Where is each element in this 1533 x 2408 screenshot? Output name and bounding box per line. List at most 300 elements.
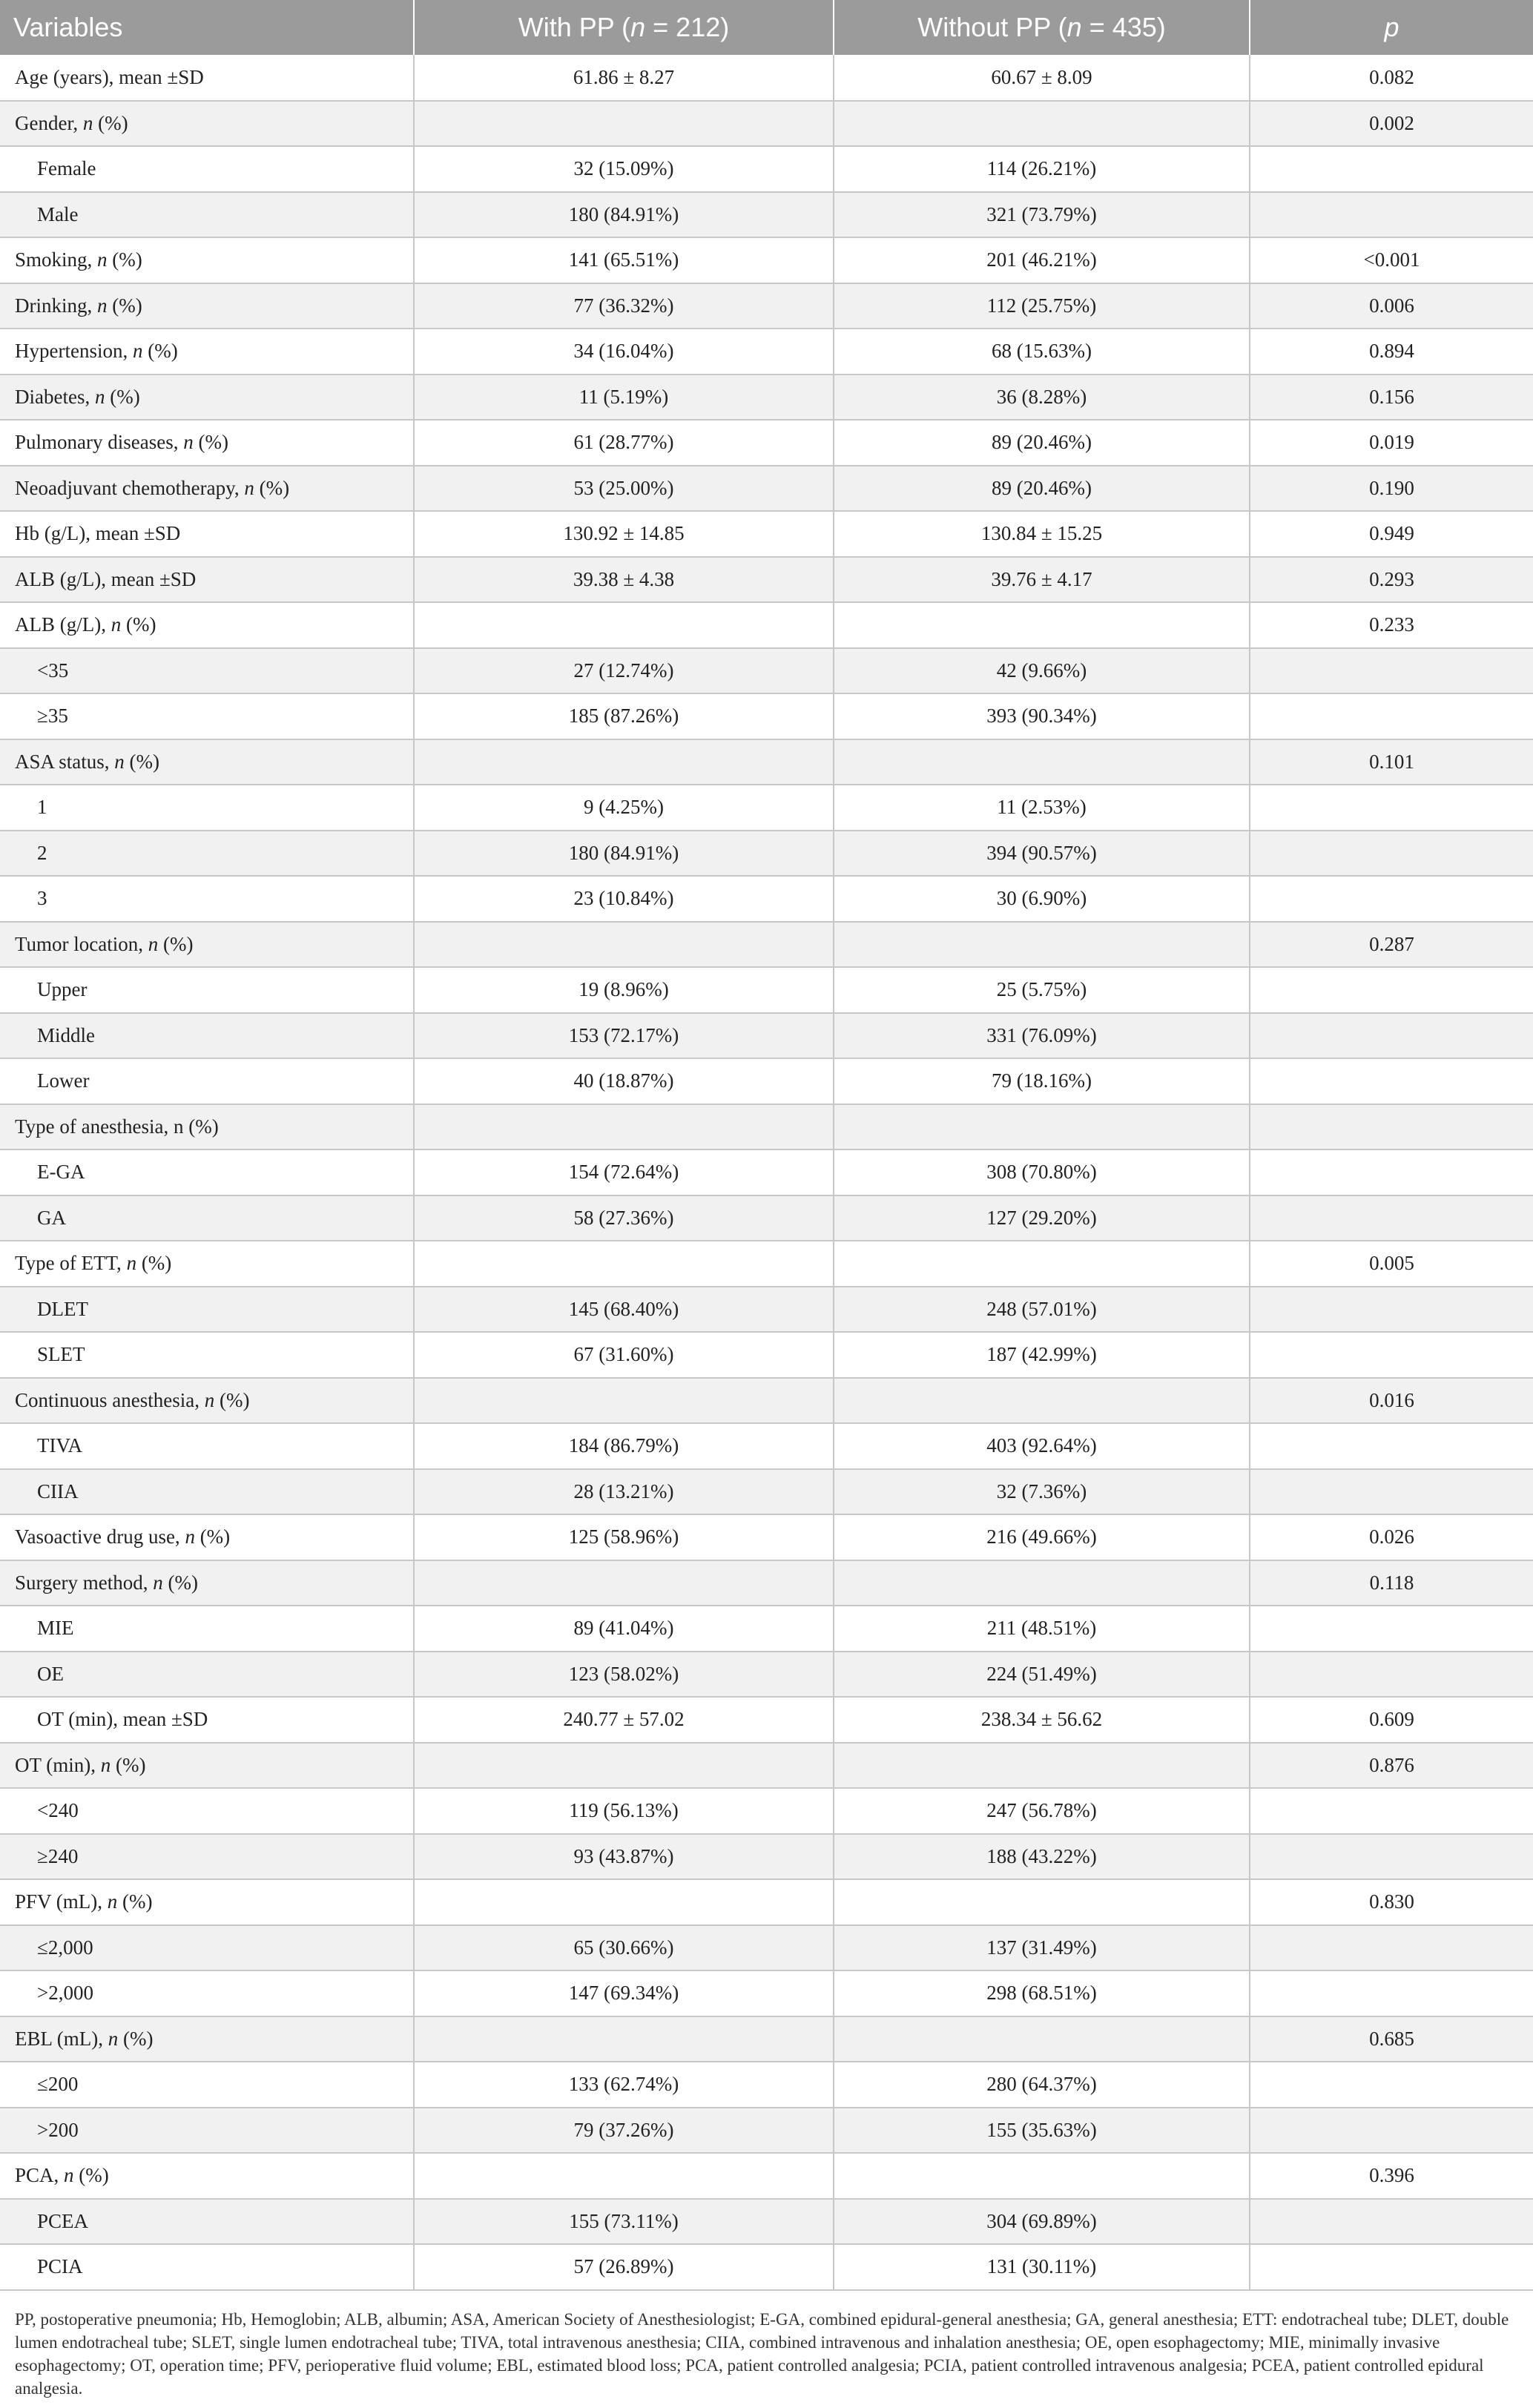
- variable-label: Type of ETT,: [15, 1252, 127, 1275]
- table-row: [0, 511, 1533, 557]
- variable-cell: [0, 329, 414, 375]
- header-with-pp: [414, 0, 834, 55]
- p-value-cell: 0.685: [1250, 2016, 1533, 2062]
- without-pp-cell: 238.34 ± 56.62: [834, 1697, 1250, 1743]
- table-row: [0, 1287, 1533, 1333]
- without-pp-cell: [834, 922, 1250, 968]
- variable-label: >200: [37, 2118, 79, 2141]
- variable-n-italic: n: [204, 1388, 215, 1411]
- with-pp-cell: 19 (8.96%): [414, 967, 834, 1013]
- p-value-cell: [1250, 831, 1533, 877]
- table-row: [0, 2108, 1533, 2154]
- variable-cell: [0, 831, 414, 877]
- p-value-cell: [1250, 1287, 1533, 1333]
- with-pp-cell: [414, 1743, 834, 1789]
- variable-n-italic: n: [148, 932, 159, 955]
- table-row: [0, 1241, 1533, 1287]
- variable-cell: [0, 1287, 414, 1333]
- table-row: [0, 831, 1533, 877]
- with-pp-cell: 39.38 ± 4.38: [414, 557, 834, 603]
- variable-label: Gender,: [15, 111, 83, 134]
- variable-label-tail: (%): [136, 1252, 172, 1275]
- p-value-cell: [1250, 146, 1533, 192]
- with-pp-cell: 240.77 ± 57.02: [414, 1697, 834, 1743]
- p-value-cell: 0.082: [1250, 55, 1533, 101]
- without-pp-cell: [834, 602, 1250, 648]
- variable-n-italic: n: [111, 613, 122, 636]
- without-pp-cell: 201 (46.21%): [834, 237, 1250, 283]
- variable-label: SLET: [37, 1343, 85, 1366]
- variable-cell: [0, 1970, 414, 2016]
- variable-label: CIIA: [37, 1480, 79, 1502]
- variable-label: PCEA: [37, 2209, 89, 2232]
- with-pp-cell: 53 (25.00%): [414, 466, 834, 512]
- variable-label-tail: (%): [254, 476, 290, 499]
- p-value-cell: [1250, 967, 1533, 1013]
- variable-label: Neoadjuvant chemotherapy,: [15, 476, 245, 499]
- variable-label-tail: (%): [111, 1753, 146, 1776]
- variable-n-italic: n: [244, 476, 254, 499]
- variable-label-tail: (%): [93, 111, 128, 134]
- variable-cell: [0, 1788, 414, 1834]
- variable-label: ≤200: [37, 2073, 79, 2096]
- without-pp-cell: 130.84 ± 15.25: [834, 511, 1250, 557]
- variable-label-tail: (%): [105, 385, 140, 408]
- variable-n-italic: n: [132, 340, 143, 363]
- variable-cell: [0, 876, 414, 922]
- p-value-cell: 0.006: [1250, 283, 1533, 329]
- with-pp-cell: 28 (13.21%): [414, 1469, 834, 1515]
- variable-label: 3: [37, 887, 47, 910]
- table-row: [0, 1378, 1533, 1424]
- variable-cell: [0, 1058, 414, 1104]
- with-pp-cell: [414, 739, 834, 785]
- variable-label-tail: (%): [162, 1571, 198, 1594]
- table-row: [0, 648, 1533, 694]
- with-pp-cell: 130.92 ± 14.85: [414, 511, 834, 557]
- p-value-cell: [1250, 1469, 1533, 1515]
- variable-cell: [0, 1697, 414, 1743]
- without-pp-cell: 36 (8.28%): [834, 375, 1250, 420]
- table-row: [0, 1332, 1533, 1378]
- with-pp-cell: 155 (73.11%): [414, 2199, 834, 2245]
- with-pp-cell: 184 (86.79%): [414, 1423, 834, 1469]
- with-pp-cell: 153 (72.17%): [414, 1013, 834, 1059]
- without-pp-cell: 247 (56.78%): [834, 1788, 1250, 1834]
- without-pp-cell: 331 (76.09%): [834, 1013, 1250, 1059]
- table-row: [0, 1013, 1533, 1059]
- with-pp-cell: 180 (84.91%): [414, 192, 834, 238]
- variable-label: <240: [37, 1799, 79, 1822]
- variable-cell: [0, 55, 414, 101]
- with-pp-cell: [414, 101, 834, 147]
- p-value-cell: [1250, 1788, 1533, 1834]
- table-row: [0, 967, 1533, 1013]
- p-value-cell: [1250, 192, 1533, 238]
- p-value-cell: 0.609: [1250, 1697, 1533, 1743]
- table-row: [0, 101, 1533, 147]
- p-value-cell: [1250, 2244, 1533, 2290]
- variable-label: PCIA: [37, 2255, 83, 2278]
- header-variables: Variables: [0, 0, 414, 55]
- variable-n-italic: n: [185, 1525, 195, 1548]
- variable-cell: [0, 1743, 414, 1789]
- variable-n-italic: n: [107, 1890, 118, 1913]
- table-row: [0, 1743, 1533, 1789]
- variable-n-italic: n: [126, 1252, 137, 1275]
- variable-cell: [0, 466, 414, 512]
- variable-label: Female: [37, 157, 96, 180]
- variable-cell: [0, 1423, 414, 1469]
- variable-label: OT (min), mean ±SD: [37, 1708, 208, 1731]
- with-pp-cell: [414, 602, 834, 648]
- variable-label: PFV (mL),: [15, 1890, 108, 1913]
- with-pp-cell: 125 (58.96%): [414, 1514, 834, 1560]
- table-row: [0, 375, 1533, 420]
- table-row: [0, 2244, 1533, 2290]
- with-pp-cell: [414, 2016, 834, 2062]
- without-pp-cell: 89 (20.46%): [834, 466, 1250, 512]
- variable-label: E-GA: [37, 1161, 85, 1184]
- without-pp-cell: [834, 2153, 1250, 2199]
- variable-cell: [0, 1469, 414, 1515]
- variable-label: 1: [37, 796, 47, 819]
- variable-cell: [0, 1332, 414, 1378]
- with-pp-cell: 147 (69.34%): [414, 1970, 834, 2016]
- table-row: [0, 1469, 1533, 1515]
- table-row: [0, 739, 1533, 785]
- variable-cell: [0, 739, 414, 785]
- header-with-pp-prefix: With PP (: [518, 12, 631, 42]
- variable-label: Surgery method,: [15, 1571, 154, 1594]
- with-pp-cell: 123 (58.02%): [414, 1652, 834, 1698]
- variable-label: Middle: [37, 1023, 95, 1046]
- p-value-cell: [1250, 1423, 1533, 1469]
- p-value-cell: [1250, 785, 1533, 831]
- table-row: [0, 602, 1533, 648]
- table-row: [0, 466, 1533, 512]
- without-pp-cell: 298 (68.51%): [834, 1970, 1250, 2016]
- without-pp-cell: 32 (7.36%): [834, 1469, 1250, 1515]
- variable-cell: [0, 967, 414, 1013]
- table-row: [0, 1149, 1533, 1195]
- p-value-cell: 0.894: [1250, 329, 1533, 375]
- with-pp-cell: 58 (27.36%): [414, 1195, 834, 1241]
- with-pp-cell: [414, 922, 834, 968]
- variable-cell: [0, 1013, 414, 1059]
- variable-cell: [0, 693, 414, 739]
- with-pp-cell: [414, 1104, 834, 1150]
- without-pp-cell: [834, 1879, 1250, 1925]
- variable-cell: [0, 2244, 414, 2290]
- without-pp-cell: 188 (43.22%): [834, 1834, 1250, 1880]
- variable-label: <35: [37, 659, 69, 682]
- variable-n-italic: n: [94, 385, 105, 408]
- table-row: [0, 1423, 1533, 1469]
- variable-cell: [0, 2108, 414, 2154]
- with-pp-cell: [414, 1879, 834, 1925]
- p-value-cell: 0.287: [1250, 922, 1533, 968]
- table-row: [0, 693, 1533, 739]
- p-value-cell: <0.001: [1250, 237, 1533, 283]
- p-value-cell: [1250, 648, 1533, 694]
- variable-label: ≤2,000: [37, 1936, 93, 1959]
- without-pp-cell: 216 (49.66%): [834, 1514, 1250, 1560]
- variable-cell: [0, 1195, 414, 1241]
- with-pp-cell: 180 (84.91%): [414, 831, 834, 877]
- without-pp-cell: 127 (29.20%): [834, 1195, 1250, 1241]
- without-pp-cell: [834, 739, 1250, 785]
- with-pp-cell: 57 (26.89%): [414, 2244, 834, 2290]
- variable-label: Lower: [37, 1069, 90, 1092]
- variable-cell: [0, 1149, 414, 1195]
- table-row: [0, 237, 1533, 283]
- header-p-label: p: [1384, 12, 1400, 42]
- table-row: [0, 329, 1533, 375]
- p-value-cell: [1250, 1606, 1533, 1652]
- p-value-cell: 0.830: [1250, 1879, 1533, 1925]
- without-pp-cell: [834, 1743, 1250, 1789]
- table-row: [0, 283, 1533, 329]
- with-pp-cell: 11 (5.19%): [414, 375, 834, 420]
- header-with-pp-suffix: = 212): [645, 12, 730, 42]
- with-pp-cell: 93 (43.87%): [414, 1834, 834, 1880]
- table-row: [0, 192, 1533, 238]
- p-value-cell: 0.156: [1250, 375, 1533, 420]
- with-pp-cell: 119 (56.13%): [414, 1788, 834, 1834]
- table-row: [0, 1879, 1533, 1925]
- variable-cell: [0, 1925, 414, 1971]
- with-pp-cell: [414, 2153, 834, 2199]
- p-value-cell: 0.019: [1250, 420, 1533, 466]
- with-pp-cell: 61 (28.77%): [414, 420, 834, 466]
- without-pp-cell: 25 (5.75%): [834, 967, 1250, 1013]
- with-pp-cell: 145 (68.40%): [414, 1287, 834, 1333]
- variable-label: OT (min),: [15, 1753, 101, 1776]
- variable-label: EBL (mL),: [15, 2027, 108, 2050]
- table-row: [0, 1970, 1533, 2016]
- variable-n-italic: n: [64, 2164, 74, 2187]
- table-row: [0, 1195, 1533, 1241]
- variable-n-italic: n: [82, 111, 93, 134]
- with-pp-cell: 32 (15.09%): [414, 146, 834, 192]
- variable-cell: [0, 1652, 414, 1698]
- variable-cell: [0, 101, 414, 147]
- with-pp-cell: 61.86 ± 8.27: [414, 55, 834, 101]
- with-pp-cell: 77 (36.32%): [414, 283, 834, 329]
- p-value-cell: 0.002: [1250, 101, 1533, 147]
- variable-label: Smoking,: [15, 248, 98, 271]
- without-pp-cell: 30 (6.90%): [834, 876, 1250, 922]
- p-value-cell: [1250, 2199, 1533, 2245]
- table-row: [0, 1697, 1533, 1743]
- variable-label-tail: (%): [118, 2027, 154, 2050]
- table-row: [0, 1560, 1533, 1606]
- variable-cell: [0, 192, 414, 238]
- variable-label: DLET: [37, 1297, 88, 1320]
- without-pp-cell: 68 (15.63%): [834, 329, 1250, 375]
- p-value-cell: [1250, 1652, 1533, 1698]
- variable-label: PCA,: [15, 2164, 65, 2187]
- table-row: [0, 557, 1533, 603]
- without-pp-cell: [834, 1560, 1250, 1606]
- variable-label: Age (years), mean ±SD: [15, 65, 204, 88]
- without-pp-cell: 114 (26.21%): [834, 146, 1250, 192]
- with-pp-cell: 23 (10.84%): [414, 876, 834, 922]
- with-pp-cell: [414, 1241, 834, 1287]
- without-pp-cell: 280 (64.37%): [834, 2062, 1250, 2108]
- with-pp-cell: 34 (16.04%): [414, 329, 834, 375]
- with-pp-cell: [414, 1560, 834, 1606]
- variable-n-italic: n: [100, 1753, 111, 1776]
- without-pp-cell: 403 (92.64%): [834, 1423, 1250, 1469]
- table-row: [0, 1652, 1533, 1698]
- with-pp-cell: 79 (37.26%): [414, 2108, 834, 2154]
- variable-cell: [0, 1104, 414, 1150]
- without-pp-cell: [834, 1378, 1250, 1424]
- p-value-cell: 0.118: [1250, 1560, 1533, 1606]
- variable-cell: [0, 1834, 414, 1880]
- without-pp-cell: [834, 1104, 1250, 1150]
- table-body: [0, 55, 1533, 2290]
- without-pp-cell: 394 (90.57%): [834, 831, 1250, 877]
- with-pp-cell: 67 (31.60%): [414, 1332, 834, 1378]
- variable-label-tail: (%): [107, 248, 142, 271]
- variable-cell: [0, 557, 414, 603]
- without-pp-cell: 39.76 ± 4.17: [834, 557, 1250, 603]
- p-value-cell: 0.293: [1250, 557, 1533, 603]
- variable-n-italic: n: [97, 294, 108, 317]
- variable-cell: [0, 922, 414, 968]
- table-row: [0, 1606, 1533, 1652]
- table-row: [0, 1104, 1533, 1150]
- without-pp-cell: 137 (31.49%): [834, 1925, 1250, 1971]
- p-value-cell: 0.949: [1250, 511, 1533, 557]
- without-pp-cell: [834, 1241, 1250, 1287]
- variable-n-italic: n: [153, 1571, 163, 1594]
- without-pp-cell: 187 (42.99%): [834, 1332, 1250, 1378]
- variable-label-tail: (%): [73, 2164, 109, 2187]
- variable-label: Hb (g/L), mean ±SD: [15, 522, 181, 545]
- table-row: [0, 2199, 1533, 2245]
- table-row: [0, 2153, 1533, 2199]
- variable-label: MIE: [37, 1617, 74, 1640]
- variable-label-tail: (%): [121, 613, 156, 636]
- variable-label-tail: (%): [194, 1525, 231, 1548]
- variable-label: Male: [37, 202, 79, 225]
- without-pp-cell: 112 (25.75%): [834, 283, 1250, 329]
- with-pp-cell: 27 (12.74%): [414, 648, 834, 694]
- without-pp-cell: 42 (9.66%): [834, 648, 1250, 694]
- p-value-cell: [1250, 876, 1533, 922]
- with-pp-cell: 141 (65.51%): [414, 237, 834, 283]
- without-pp-cell: 248 (57.01%): [834, 1287, 1250, 1333]
- p-value-cell: [1250, 1104, 1533, 1150]
- variable-cell: [0, 1378, 414, 1424]
- variable-cell: [0, 1606, 414, 1652]
- variable-cell: [0, 602, 414, 648]
- with-pp-cell: [414, 1378, 834, 1424]
- header-row: [0, 0, 1533, 55]
- variable-n-italic: n: [183, 431, 194, 454]
- with-pp-cell: 9 (4.25%): [414, 785, 834, 831]
- variable-label-tail: (%): [124, 750, 160, 773]
- variable-label: ≥35: [37, 705, 68, 728]
- variable-label-tail: (%): [158, 932, 194, 955]
- p-value-cell: 0.101: [1250, 739, 1533, 785]
- without-pp-cell: [834, 101, 1250, 147]
- with-pp-cell: 65 (30.66%): [414, 1925, 834, 1971]
- with-pp-cell: 154 (72.64%): [414, 1149, 834, 1195]
- variable-cell: [0, 1560, 414, 1606]
- variable-label: ALB (g/L), mean ±SD: [15, 567, 197, 590]
- without-pp-cell: 393 (90.34%): [834, 693, 1250, 739]
- without-pp-cell: 89 (20.46%): [834, 420, 1250, 466]
- variable-cell: [0, 1879, 414, 1925]
- p-value-cell: [1250, 1058, 1533, 1104]
- p-value-cell: [1250, 1332, 1533, 1378]
- variable-label: ASA status,: [15, 750, 115, 773]
- variable-label: OE: [37, 1662, 64, 1685]
- variable-label-tail: (%): [107, 294, 142, 317]
- without-pp-cell: 321 (73.79%): [834, 192, 1250, 238]
- variable-cell: [0, 1514, 414, 1560]
- variable-label: Continuous anesthesia,: [15, 1388, 205, 1411]
- variable-label: Hypertension,: [15, 340, 133, 363]
- table-row: [0, 1925, 1533, 1971]
- variable-label: Diabetes,: [15, 385, 95, 408]
- p-value-cell: [1250, 1149, 1533, 1195]
- header-without-pp: [834, 0, 1250, 55]
- with-pp-cell: 40 (18.87%): [414, 1058, 834, 1104]
- without-pp-cell: [834, 2016, 1250, 2062]
- variable-cell: [0, 1241, 414, 1287]
- table-row: [0, 1058, 1533, 1104]
- table-row: [0, 922, 1533, 968]
- header-with-pp-n: n: [630, 12, 646, 42]
- table-row: [0, 55, 1533, 101]
- variable-label: ≥240: [37, 1844, 79, 1867]
- p-value-cell: 0.026: [1250, 1514, 1533, 1560]
- with-pp-cell: 133 (62.74%): [414, 2062, 834, 2108]
- without-pp-cell: 11 (2.53%): [834, 785, 1250, 831]
- header-without-pp-prefix: Without PP (: [917, 12, 1067, 42]
- p-value-cell: [1250, 2062, 1533, 2108]
- p-value-cell: [1250, 1195, 1533, 1241]
- variable-label: 2: [37, 841, 47, 864]
- variable-label: Type of anesthesia, n (%): [15, 1115, 219, 1138]
- without-pp-cell: 155 (35.63%): [834, 2108, 1250, 2154]
- variable-label: Tumor location,: [15, 932, 148, 955]
- p-value-cell: 0.016: [1250, 1378, 1533, 1424]
- variable-label: Drinking,: [15, 294, 97, 317]
- table-footnote: PP, postoperative pneumonia; Hb, Hemoglobin; ALB, albumin; ASA, American Society of Anesthesiologist; E-GA, combined epidural-general anesthesia; GA, general anesthesia; ETT: endotracheal tube; DLET, double lumen endotracheal tube; SLET, single lumen endotracheal tube; TIVA, total intravenous anesthesia; CIIA, combined intravenous and inhalation anesthesia; OE, open esophagectomy; MIE, minimally invasive esophagectomy; OT, operation time; PFV, perioperative fluid volume; EBL, estimated blood loss; PCA, patient controlled analgesia; PCIA, patient controlled intravenous analgesia; PCEA, patient controlled epidural analgesia.: [15, 2310, 1509, 2398]
- without-pp-cell: 304 (69.89%): [834, 2199, 1250, 2245]
- p-value-cell: 0.876: [1250, 1743, 1533, 1789]
- variable-n-italic: n: [108, 2027, 119, 2050]
- p-value-cell: [1250, 1013, 1533, 1059]
- variable-label: Upper: [37, 978, 88, 1001]
- table-row: [0, 1788, 1533, 1834]
- table-row: [0, 876, 1533, 922]
- table-row: [0, 785, 1533, 831]
- variable-label-tail: (%): [142, 340, 178, 363]
- variable-cell: [0, 648, 414, 694]
- variable-n-italic: n: [114, 750, 125, 773]
- p-value-cell: [1250, 1925, 1533, 1971]
- without-pp-cell: 131 (30.11%): [834, 2244, 1250, 2290]
- without-pp-cell: 60.67 ± 8.09: [834, 55, 1250, 101]
